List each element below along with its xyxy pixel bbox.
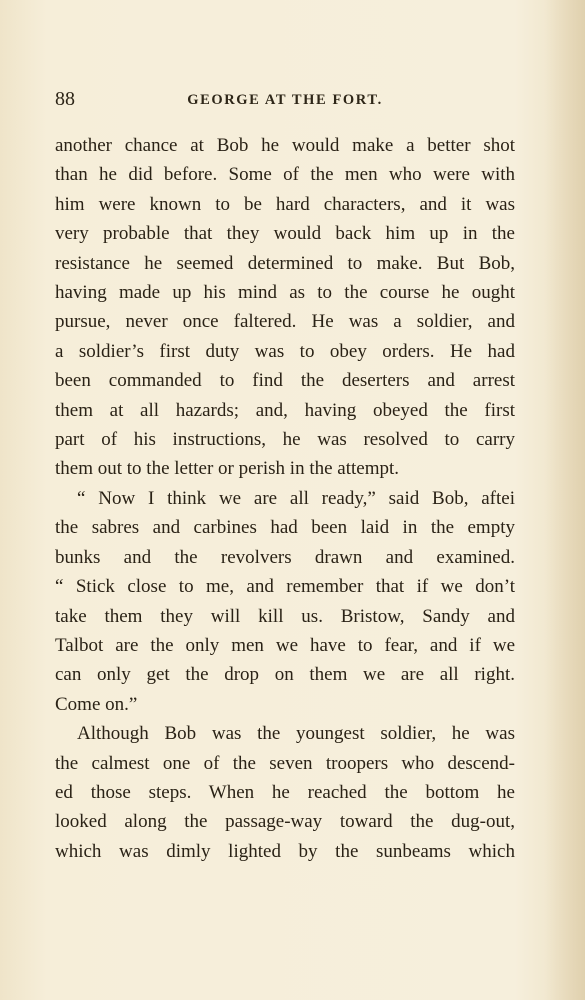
text-line: them at all hazards; and, having obeyed the first xyxy=(55,399,515,421)
text-line: a soldier’s first duty was to obey orders. He had xyxy=(55,340,515,362)
text-line: been commanded to find the deserters and arrest xyxy=(55,370,515,392)
text-line: looked along the passage-way toward the dug-out, xyxy=(55,811,515,833)
text-line: resistance he seemed determined to make. But Bob, xyxy=(55,252,515,274)
text-line: the sabres and carbines had been laid in the empty xyxy=(55,517,515,539)
text-line: very probable that they would back him up in the xyxy=(55,223,515,245)
text-line: him were known to be hard characters, and it was xyxy=(55,193,515,215)
text-line: “ Now I think we are all ready,” said Bob, aftei xyxy=(77,487,515,509)
text-line: Although Bob was the youngest soldier, he was xyxy=(77,723,515,745)
text-line: the calmest one of the seven troopers who descend- xyxy=(55,752,515,774)
text-line: them out to the letter or perish in the attempt. xyxy=(55,458,400,480)
text-line: than he did before. Some of the men who were with xyxy=(55,164,515,186)
text-line: bunks and the revolvers drawn and examined. xyxy=(55,546,515,568)
text-line: take them they will kill us. Bristow, Sandy and xyxy=(55,605,515,627)
text-line: part of his instructions, he was resolved to carry xyxy=(55,429,515,451)
text-line: Talbot are the only men we have to fear, and if we xyxy=(55,634,515,656)
running-head: GEORGE AT THE FORT. xyxy=(187,92,383,108)
page-header xyxy=(55,88,515,112)
page-number: 88 xyxy=(55,88,75,110)
text-line: Come on.” xyxy=(55,693,138,715)
page-edge-shadow xyxy=(545,0,585,1000)
text-line: which was dimly lighted by the sunbeams which xyxy=(55,840,515,862)
text-line: “ Stick close to me, and remember that if we don’t xyxy=(55,576,515,598)
body-text xyxy=(55,131,515,866)
text-line: another chance at Bob he would make a better shot xyxy=(55,135,515,156)
text-line: can only get the drop on them we are all right. xyxy=(55,664,515,686)
text-line: having made up his mind as to the course he ought xyxy=(55,282,515,304)
text-line: ed those steps. When he reached the bottom he xyxy=(55,781,515,803)
text-line: pursue, never once faltered. He was a soldier, and xyxy=(55,311,515,333)
